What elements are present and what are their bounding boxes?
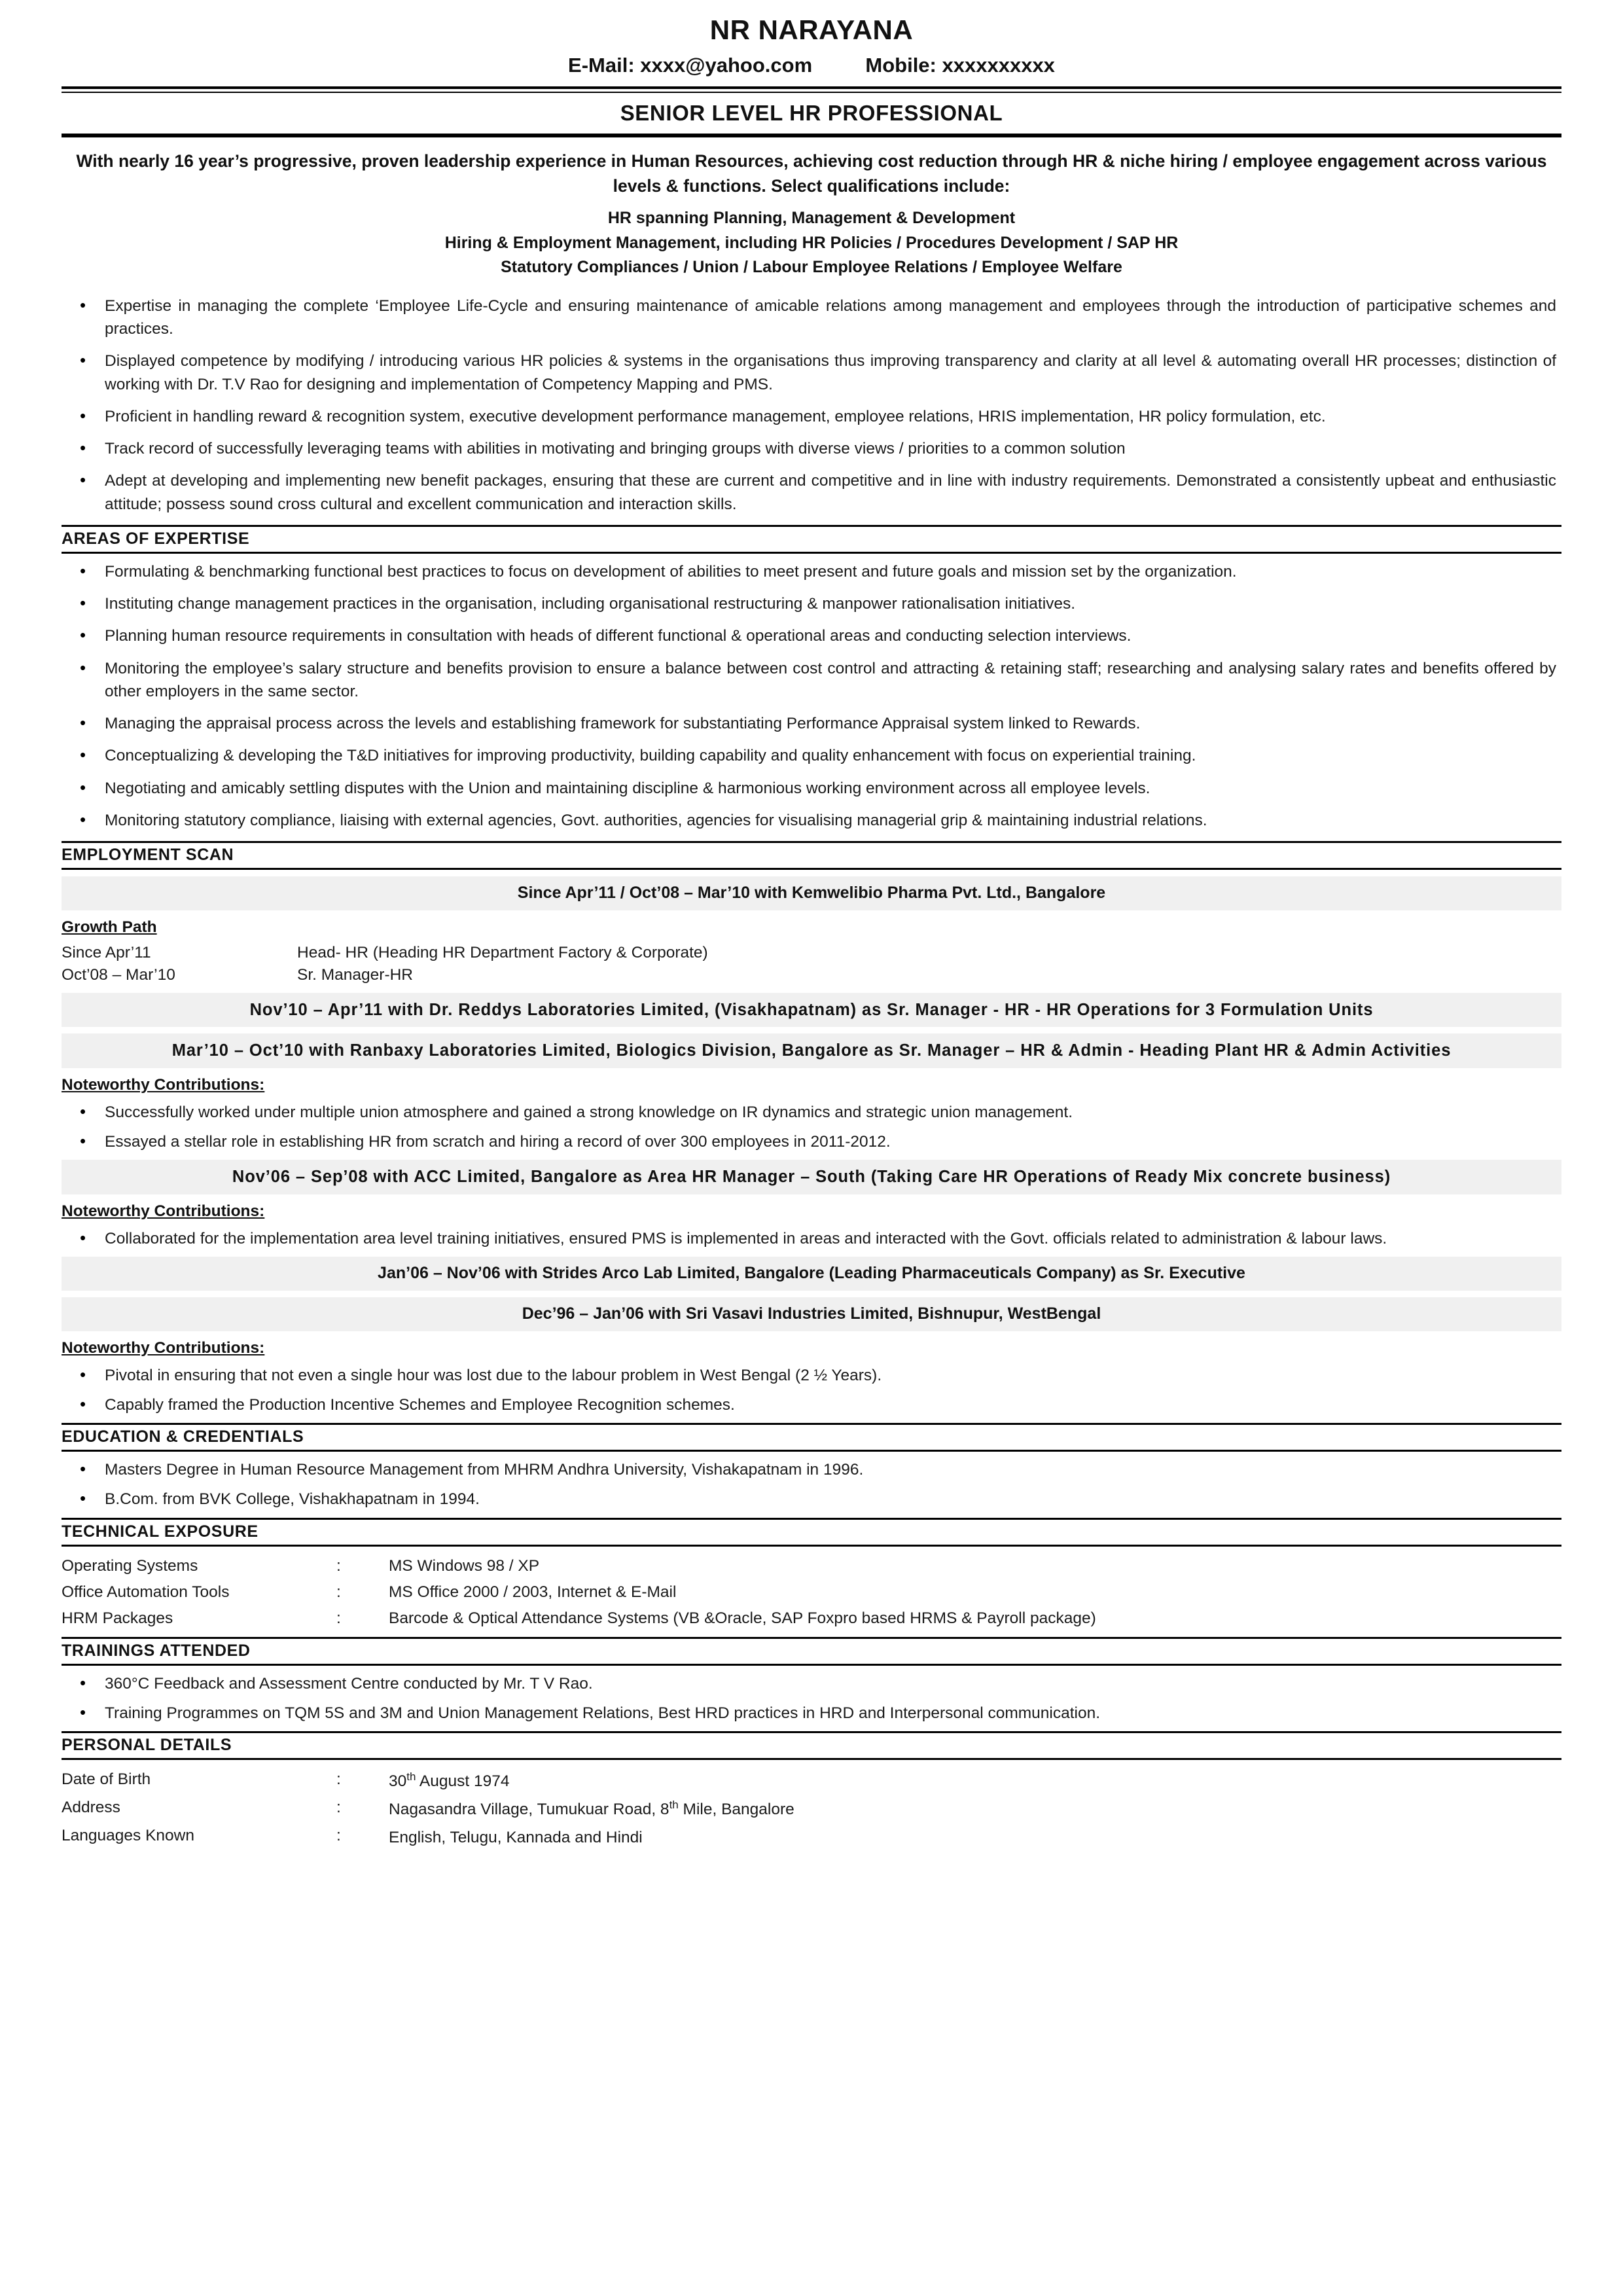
- contact-line: [62, 54, 1561, 77]
- list-item: • Displayed competence by modifying / introducing various HR policies & systems in the organisations thus improving transparency and clarity at all level & automating overall HR processes; distinction of working with Dr. T.V Rao for designing and implementation of Competency Mapping and PMS.: [62, 350, 1561, 396]
- personal-value: [389, 1823, 1561, 1851]
- qualification-line: HR spanning Planning, Management & Development: [607, 209, 1016, 228]
- list-item: • Capably framed the Production Incentive Schemes and Employee Recognition schemes.: [62, 1393, 1561, 1416]
- growth-role: Head- HR (Heading HR Department Factory & Corporate): [297, 944, 708, 962]
- mobile-label: Mobile:: [865, 54, 936, 77]
- list-item: • Monitoring the employee’s salary structure and benefits provision to ensure a balance between cost control and attracting & retaining staff; researching and analysing salary rates and benefits offered by other employers in the same sector.: [62, 657, 1561, 704]
- qualifications-list: [62, 206, 1561, 288]
- list-item: • Instituting change management practices in the organisation, including organisational restructuring & manpower rationalisation initiatives.: [62, 592, 1561, 615]
- personal-value: [389, 1795, 1561, 1823]
- personal-value-main: English, Telugu, Kannada and Hindi: [389, 1829, 643, 1847]
- list-item: • Conceptualizing & developing the T&D initiatives for improving productivity, building capability and quality enhancement with focus on experiential training.: [62, 744, 1561, 767]
- list-item: • B.Com. from BVK College, Vishakhapatnam in 1994.: [62, 1488, 1561, 1511]
- list-item: • Essayed a stellar role in establishing HR from scratch and hiring a record of over 300 employees in 2011-2012.: [62, 1130, 1561, 1153]
- growth-period: Oct’08 – Mar’10: [62, 966, 175, 984]
- table-row: [62, 1605, 1561, 1632]
- table-row: [62, 942, 708, 964]
- resume-body: [34, 14, 1589, 1869]
- employment-band: Mar’10 – Oct’10 with Ranbaxy Laboratories Limited, Biologics Division, Bangalore as Sr. Manager – HR & Admin - Heading Plant HR & Admin Activities: [62, 1033, 1561, 1067]
- noteworthy-contributions-label: Noteworthy Contributions:: [62, 1338, 265, 1357]
- personal-value-sup: th: [669, 1799, 679, 1812]
- personal-separator: :: [336, 1827, 341, 1845]
- section-heading-trainings-attended: TRAININGS ATTENDED: [62, 1637, 1561, 1666]
- header-rule-top: [62, 86, 1561, 89]
- list-item: • Collaborated for the implementation area level training initiatives, ensured PMS is implemented in areas and interacted with the Govt. officials related to administration & labour laws.: [62, 1227, 1561, 1250]
- table-row: [62, 1767, 1561, 1795]
- tech-separator: :: [336, 1609, 341, 1627]
- summary-statement: With nearly 16 year’s progressive, proven leadership experience in Human Resources, achieving cost reduction through HR & niche hiring / employee engagement across various levels & functions. Select qualifications include:: [76, 151, 1547, 196]
- professional-title: SENIOR LEVEL HR PROFESSIONAL: [620, 101, 1003, 125]
- list-item: • Proficient in handling reward & recognition system, executive development performance management, employee relations, HRIS implementation, HR policy formulation, etc.: [62, 405, 1561, 428]
- table-row: [62, 1795, 1561, 1823]
- table-row: [62, 1823, 1561, 1851]
- list-item: • Training Programmes on TQM 5S and 3M and Union Management Relations, Best HRD practices in HRD and Interpersonal communication.: [62, 1702, 1561, 1725]
- list-item: • Masters Degree in Human Resource Management from MHRM Andhra University, Vishakapatnam in 1996.: [62, 1458, 1561, 1481]
- list-item: • Pivotal in ensuring that not even a single hour was lost due to the labour problem in West Bengal (2 ½ Years).: [62, 1364, 1561, 1387]
- personal-value-sup: th: [406, 1770, 416, 1784]
- trainings-bullets: [62, 1672, 1561, 1725]
- email-value: xxxx@yahoo.com: [640, 54, 813, 77]
- tech-separator: :: [336, 1556, 341, 1575]
- noteworthy-contributions-label: Noteworthy Contributions:: [62, 1075, 265, 1094]
- bottom-spacer: [62, 1857, 1561, 1869]
- employment-band: Nov’10 – Apr’11 with Dr. Reddys Laboratories Limited, (Visakhapatnam) as Sr. Manager - HR - HR Operations for 3 Formulation Units: [62, 993, 1561, 1027]
- personal-value-main: Nagasandra Village, Tumukuar Road, 8: [389, 1801, 669, 1819]
- section-heading-education: EDUCATION & CREDENTIALS: [62, 1423, 1561, 1452]
- list-item: • Negotiating and amicably settling disputes with the Union and maintaining discipline & harmonious working environment across all employee levels.: [62, 777, 1561, 800]
- noteworthy-contributions-list: [62, 1364, 1561, 1417]
- personal-key: Address: [62, 1799, 120, 1817]
- table-row: [62, 1579, 1561, 1605]
- growth-role: Sr. Manager-HR: [297, 966, 414, 984]
- summary-bullets: [62, 295, 1561, 516]
- list-item: • Planning human resource requirements in consultation with heads of different functional & operational areas and conducting selection interviews.: [62, 624, 1561, 647]
- employment-band: Nov’06 – Sep’08 with ACC Limited, Bangalore as Area HR Manager – South (Taking Care HR Operations of Ready Mix concrete business): [62, 1160, 1561, 1194]
- tech-key: HRM Packages: [62, 1609, 173, 1627]
- growth-path-table: [62, 942, 708, 986]
- personal-details-table: [62, 1767, 1561, 1851]
- growth-period: Since Apr’11: [62, 944, 151, 962]
- list-item: • Track record of successfully leveraging teams with abilities in motivating and bringing groups with diverse views / priorities to a common solution: [62, 437, 1561, 460]
- personal-value: [389, 1767, 1561, 1795]
- personal-key: Languages Known: [62, 1827, 194, 1845]
- list-item: • Monitoring statutory compliance, liaising with external agencies, Govt. authorities, agencies for visualising managerial grip & maintaining industrial relations.: [62, 809, 1561, 832]
- list-item: • Managing the appraisal process across the levels and establishing framework for substantiating Performance Appraisal system linked to Rewards.: [62, 712, 1561, 735]
- section-heading-areas-of-expertise: AREAS OF EXPERTISE: [62, 525, 1561, 554]
- personal-value-main: 30: [389, 1772, 407, 1791]
- noteworthy-contributions-list: [62, 1227, 1561, 1250]
- noteworthy-contributions-label: Noteworthy Contributions:: [62, 1202, 265, 1220]
- employment-band: Jan’06 – Nov’06 with Strides Arco Lab Limited, Bangalore (Leading Pharmaceuticals Company) as Sr. Executive: [62, 1257, 1561, 1291]
- qualification-line: Statutory Compliances / Union / Labour Employee Relations / Employee Welfare: [501, 258, 1122, 277]
- candidate-name: NR NARAYANA: [709, 14, 914, 45]
- section-heading-employment-scan: EMPLOYMENT SCAN: [62, 841, 1561, 870]
- list-item: • Formulating & benchmarking functional best practices to focus on development of abilities to meet present and future goals and mission set by the organization.: [62, 560, 1561, 583]
- growth-path-label: Growth Path: [62, 918, 157, 937]
- personal-value-rest: August 1974: [416, 1772, 510, 1791]
- personal-value-rest: Mile, Bangalore: [678, 1801, 794, 1819]
- table-row: [62, 1553, 1561, 1579]
- employment-band: Dec’96 – Jan’06 with Sri Vasavi Industries Limited, Bishnupur, WestBengal: [62, 1297, 1561, 1331]
- personal-key: Date of Birth: [62, 1770, 151, 1789]
- email-label: E-Mail:: [568, 54, 635, 77]
- areas-of-expertise-bullets: [62, 560, 1561, 832]
- employment-band-current: Since Apr’11 / Oct’08 – Mar’10 with Kemwelibio Pharma Pvt. Ltd., Bangalore: [62, 876, 1561, 910]
- section-heading-personal-details: PERSONAL DETAILS: [62, 1731, 1561, 1760]
- personal-separator: :: [336, 1799, 341, 1817]
- mobile-value: xxxxxxxxxx: [942, 54, 1055, 77]
- technical-table: [62, 1553, 1561, 1632]
- title-rule-bottom: [62, 135, 1561, 137]
- list-item: • Expertise in managing the complete ‘Employee Life-Cycle and ensuring maintenance of amicable relations among management and employees through the introduction of participative schemes and practices.: [62, 295, 1561, 341]
- tech-key: Office Automation Tools: [62, 1583, 230, 1601]
- qualification-line: Hiring & Employment Management, including HR Policies / Procedures Development / SAP HR: [444, 233, 1179, 252]
- section-heading-technical-exposure: TECHNICAL EXPOSURE: [62, 1518, 1561, 1547]
- personal-separator: :: [336, 1770, 341, 1789]
- list-item: • 360°C Feedback and Assessment Centre conducted by Mr. T V Rao.: [62, 1672, 1561, 1695]
- list-item: • Successfully worked under multiple union atmosphere and gained a strong knowledge on IR dynamics and strategic union management.: [62, 1101, 1561, 1124]
- noteworthy-contributions-list: [62, 1101, 1561, 1154]
- tech-value: MS Windows 98 / XP: [389, 1556, 540, 1575]
- education-bullets: [62, 1458, 1561, 1511]
- list-item: • Adept at developing and implementing new benefit packages, ensuring that these are current and competitive and in line with industry requirements. Demonstrated a consistently upbeat and enthusiastic attitude; possess sound cross cultural and excellent communication and interaction skills.: [62, 469, 1561, 516]
- tech-value: Barcode & Optical Attendance Systems (VB &Oracle, SAP Foxpro based HRMS & Payroll package): [389, 1609, 1096, 1627]
- tech-separator: :: [336, 1583, 341, 1601]
- table-row: [62, 964, 708, 986]
- tech-value: MS Office 2000 / 2003, Internet & E-Mail: [389, 1583, 677, 1601]
- tech-key: Operating Systems: [62, 1556, 198, 1575]
